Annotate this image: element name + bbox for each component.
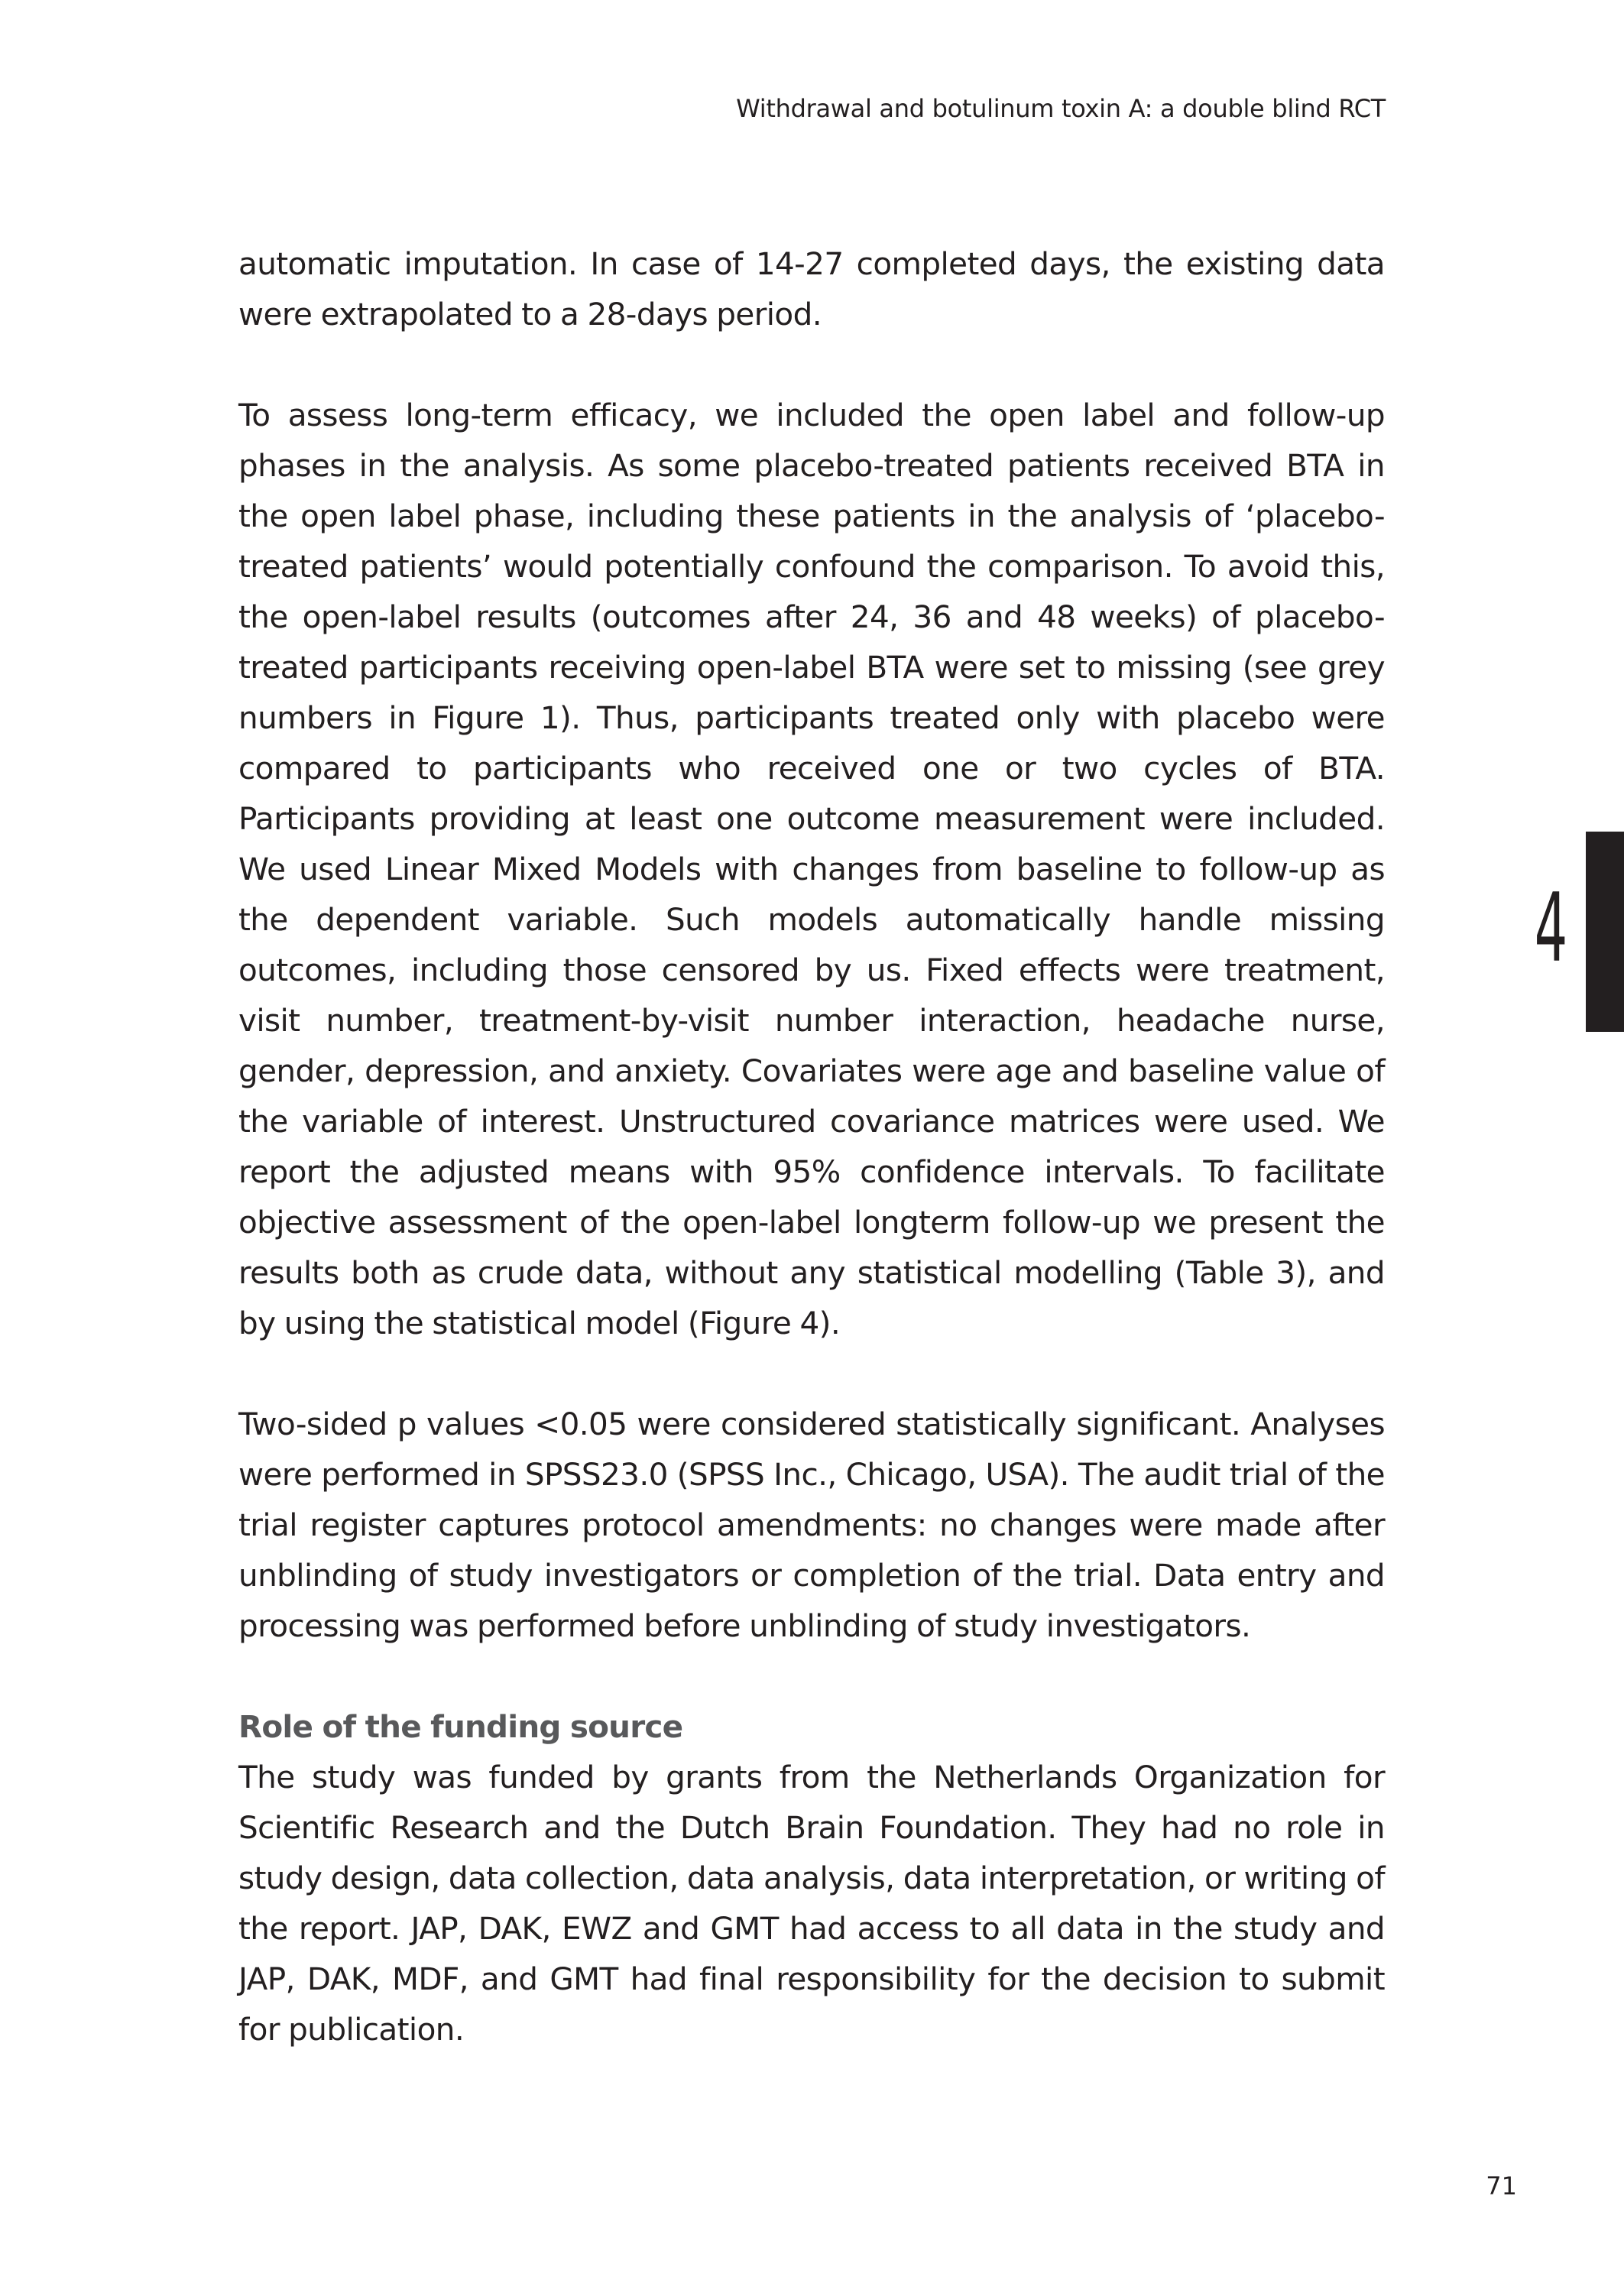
chapter-tab [1586, 832, 1624, 1032]
body-text [238, 238, 1385, 2105]
page-number: 71 [1486, 2171, 1517, 2201]
funding-heading: Role of the funding source [238, 1708, 683, 1745]
paragraph-statistics: Two-sided p values <0.05 were considered statistically significant. Analyses were performed in SPSS23.0 (SPSS Inc., Chicago, USA). The audit trial of the trial register captures protocol amendments: no changes were made after unblinding of study investigators or completion of the trial. Data entry and processing was performed before unblinding of study investigators. [238, 1406, 1385, 1644]
running-header: Withdrawal and botulinum toxin A: a double blind RCT [736, 94, 1386, 123]
chapter-number: 4 [1534, 874, 1568, 984]
paragraph-imputation: automatic imputation. In case of 14-27 completed days, the existing data were extrapolated to a 28-days period. [238, 245, 1385, 332]
paragraph-long-term-efficacy: To assess long-term efficacy, we included the open label and follow-up phases in the analysis. As some placebo-treated patients received BTA in the open label phase, including these patients in the analysis of ‘placebo-treated patients’ would potentially confound the comparison. To avoid this, the open-label results (outcomes after 24, 36 and 48 weeks) of placebo-treated participants receiving open-label BTA were set to missing (see grey numbers in Figure 1). Thus, participants treated only with placebo were compared to participants who received one or two cycles of BTA. Participants providing at least one outcome measurement were included. We used Linear Mixed Models with changes from baseline to follow-up as the dependent variable. Such models automatically handle missing outcomes, including those censored by us. Fixed effects were treatment, visit number, treatment-by-visit number interaction, headache nurse, gender, depression, and anxiety. Covariates were age and baseline value of the variable of interest. Unstructured covariance matrices were used. We report the adjusted means with 95% confidence intervals. To facilitate objective assessment of the open-label longterm follow-up we present the results both as crude data, without any statistical modelling (Table 3), and by using the statistical model (Figure 4). [238, 397, 1385, 1341]
paragraph-funding: The study was funded by grants from the Netherlands Organization for Scientific Research and the Dutch Brain Foundation. They had no role in study design, data collection, data analysis, data interpretation, or writing of the report. JAP, DAK, EWZ and GMT had access to all data in the study and JAP, DAK, MDF, and GMT had final responsibility for the decision to submit for publication. [238, 1759, 1385, 2048]
